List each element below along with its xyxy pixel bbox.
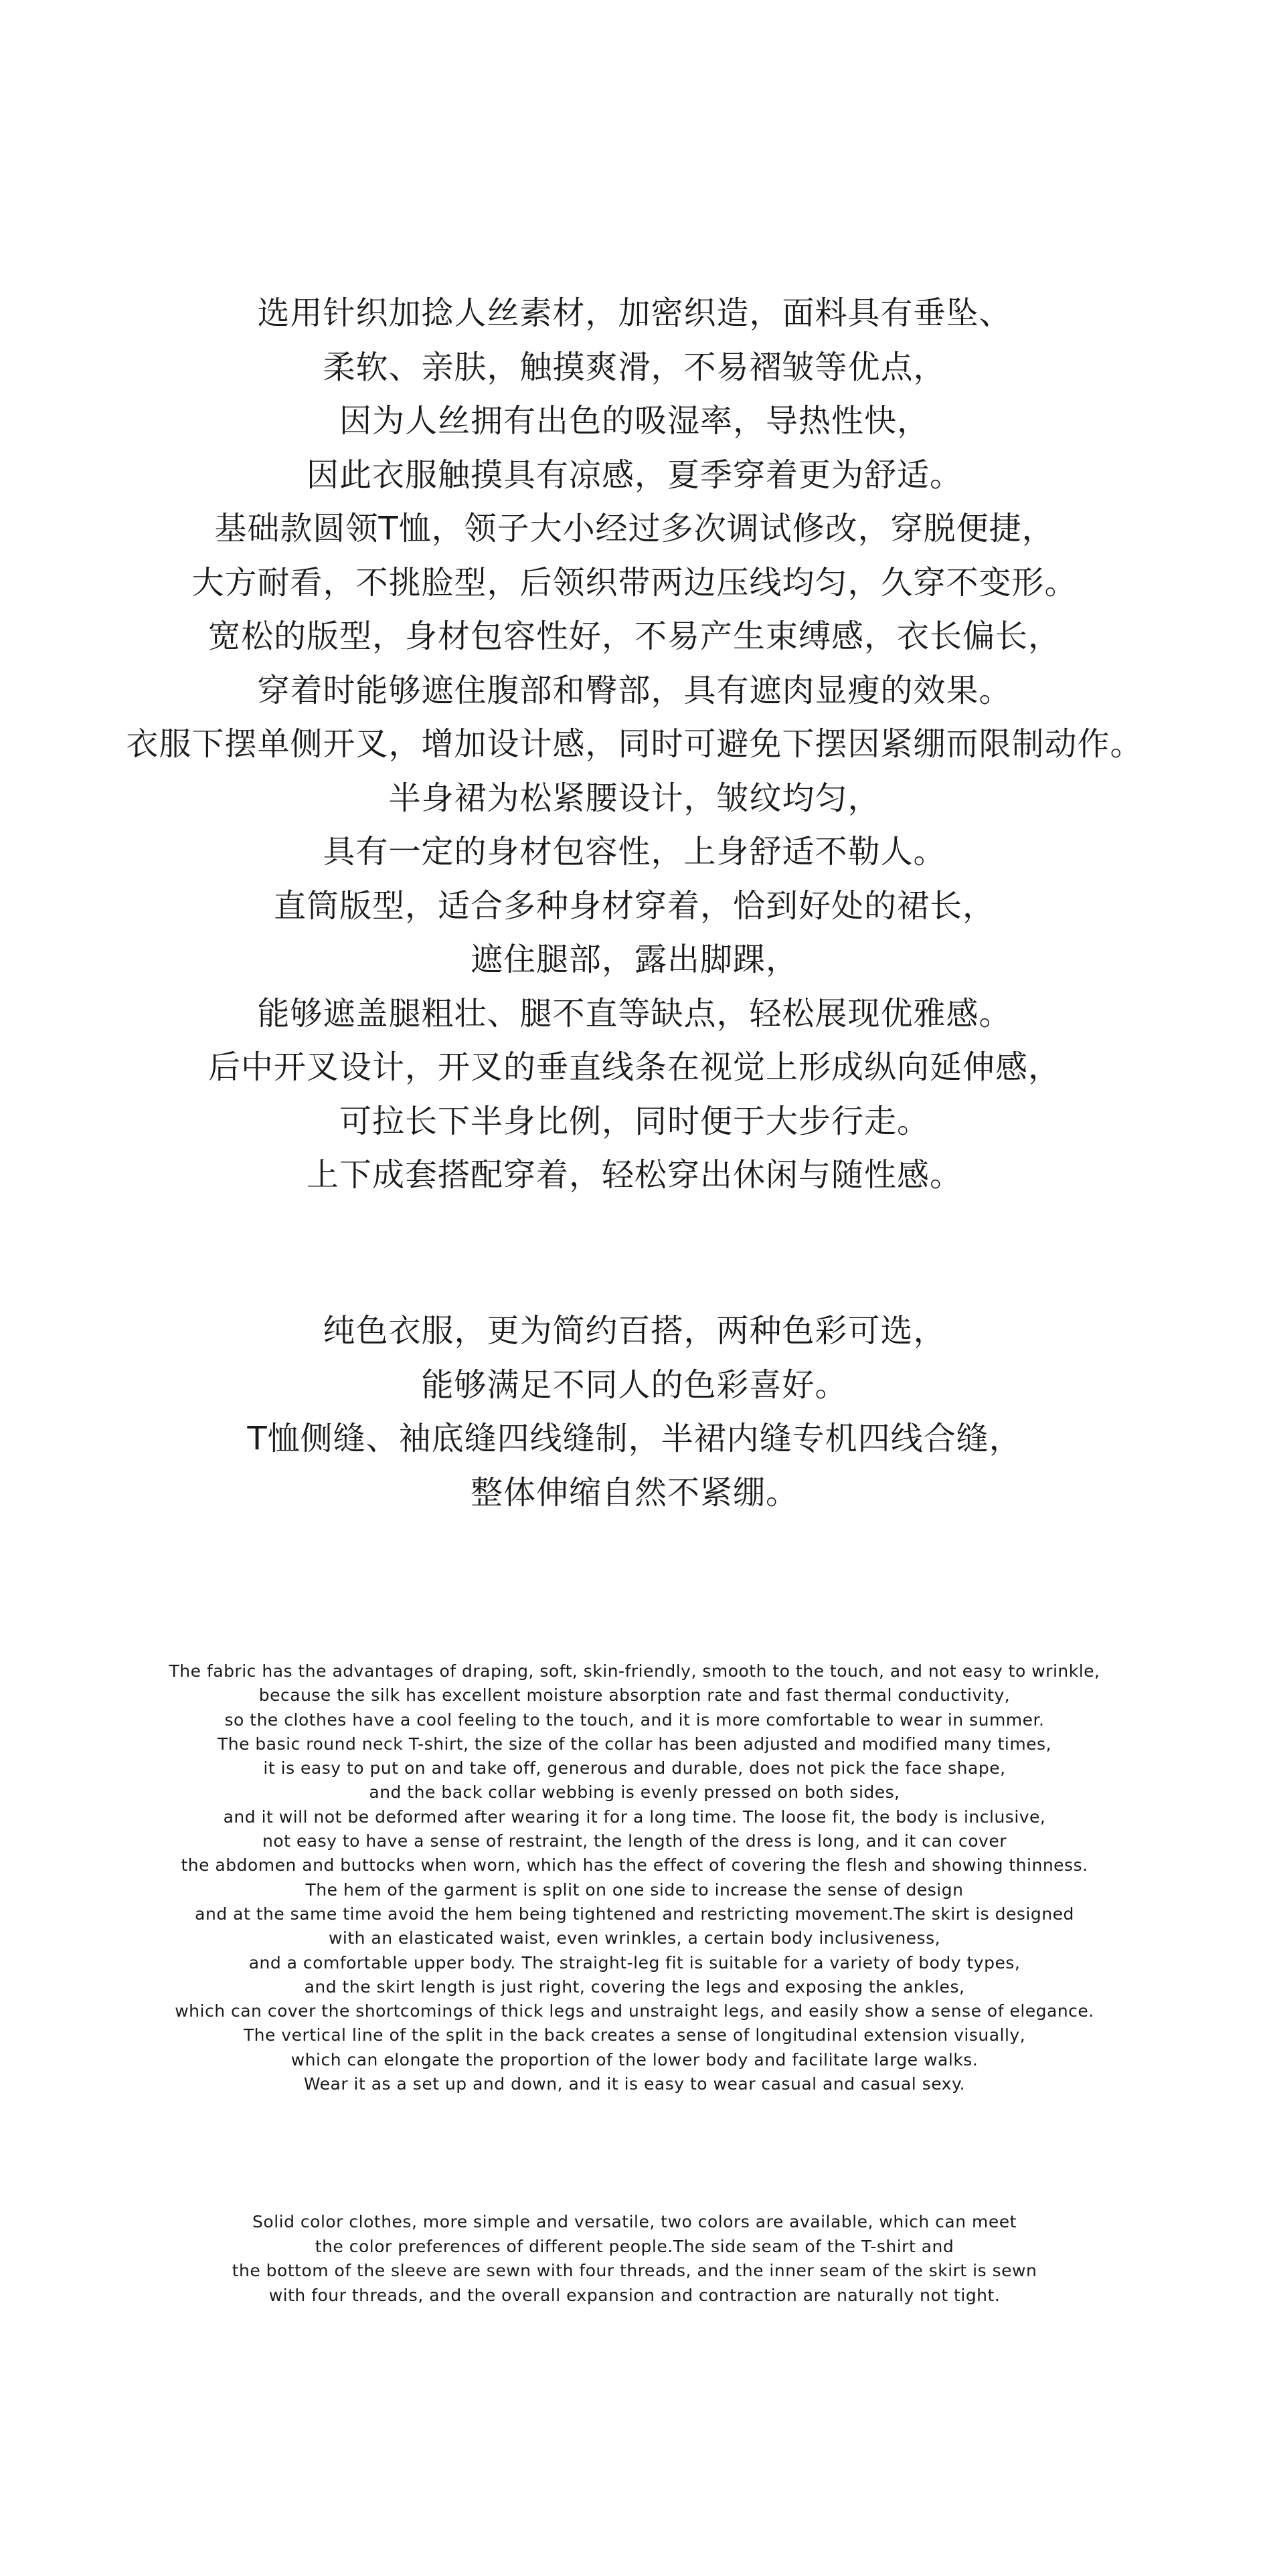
text-line: which can cover the shortcomings of thick legs and unstraight legs, and easily show a sense of elegance. <box>175 2001 1094 2021</box>
text-line: 因此衣服触摸具有凉感，夏季穿着更为舒适。 <box>306 456 962 494</box>
text-line: which can elongate the proportion of the lower body and facilitate large walks. <box>290 2049 979 2069</box>
text-line: The vertical line of the split in the back creates a sense of longitudinal extension visually, <box>243 2025 1026 2045</box>
text-line: and the skirt length is just right, covering the legs and exposing the ankles, <box>304 1976 965 1997</box>
text-line: 因为人丝拥有出色的吸湿率，导热性快， <box>339 402 930 440</box>
text-line: not easy to have a sense of restraint, the length of the dress is long, and it can cover <box>262 1831 1007 1851</box>
text-line: 具有一定的身材包容性，上身舒适不勒人。 <box>323 833 946 870</box>
text-line: Solid color clothes, more simple and versatile, two colors are available, which can meet <box>252 2212 1017 2231</box>
text-line: 能够满足不同人的色彩喜好。 <box>421 1366 848 1404</box>
text-line: it is easy to put on and take off, generous and durable, does not pick the face shape, <box>263 1758 1006 1778</box>
text-line: because the silk has excellent moisture absorption rate and fast thermal conductivity, <box>258 1685 1011 1706</box>
text-line: so the clothes have a cool feeling to the touch, and it is more comfortable to wear in summer. <box>224 1710 1045 1730</box>
text-line: 直筒版型，适合多种身材穿着，恰到好处的裙长， <box>273 887 995 925</box>
text-line: The fabric has the advantages of draping, soft, skin-friendly, smooth to the touch, and not easy to wrinkle, <box>169 1661 1100 1681</box>
text-line: 上下成套搭配穿着，轻松穿出休闲与随性感。 <box>306 1156 962 1194</box>
text-line: 纯色衣服，更为简约百搭，两种色彩可选， <box>323 1312 946 1350</box>
text-line: the bottom of the sleeve are sewn with four threads, and the inner seam of the skirt is sewn <box>232 2261 1037 2280</box>
text-line: The basic round neck T-shirt, the size of the collar has been adjusted and modified many times, <box>217 1734 1052 1754</box>
chinese-fabric-description <box>0 286 1269 1202</box>
text-line: T恤侧缝、袖底缝四线缝制，半裙内缝专机四线合缝， <box>247 1420 1022 1457</box>
text-line: 可拉长下半身比例，同时便于大步行走。 <box>339 1102 930 1140</box>
text-line: with four threads, and the overall expansion and contraction are naturally not tight. <box>268 2285 1001 2305</box>
text-line: 基础款圆领T恤，领子大小经过多次调试修改，穿脱便捷， <box>214 510 1055 547</box>
text-line: and the back collar webbing is evenly pressed on both sides, <box>369 1782 900 1803</box>
text-line: Wear it as a set up and down, and it is easy to wear casual and casual sexy. <box>303 2074 966 2094</box>
text-line: 大方耐看，不挑脸型，后领织带两边压线均匀，久穿不变形。 <box>191 563 1078 602</box>
text-line: 选用针织加捻人丝素材，加密织造，面料具有垂坠、 <box>257 294 1012 332</box>
text-line: 衣服下摆单侧开叉，增加设计感，同时可避免下摆因紧绷而限制动作。 <box>126 725 1143 763</box>
chinese-color-seam-note <box>0 1304 1269 1520</box>
text-line: 能够遮盖腿粗壮、腿不直等缺点，轻松展现优雅感。 <box>257 994 1012 1032</box>
text-line: the abdomen and buttocks when worn, which has the effect of covering the flesh and showing thinness. <box>181 1855 1088 1875</box>
text-line: 宽松的版型，身材包容性好，不易产生束缚感，衣长偏长， <box>207 618 1061 655</box>
text-line: The hem of the garment is split on one side to increase the sense of design <box>305 1879 964 1900</box>
text-line: 穿着时能够遮住腹部和臀部，具有遮肉显瘦的效果。 <box>257 671 1012 709</box>
text-line: and it will not be deformed after wearing it for a long time. The loose fit, the body is inclusive, <box>223 1807 1046 1827</box>
text-line: and a comfortable upper body. The straight-leg fit is suitable for a variety of body types, <box>248 1952 1021 1972</box>
text-line: and at the same time avoid the hem being tightened and restricting movement.The skirt is designed <box>195 1904 1074 1924</box>
text-line: the color preferences of different people.The side seam of the T-shirt and <box>315 2236 954 2256</box>
english-color-seam-note <box>0 2210 1269 2308</box>
text-line: 柔软、亲肤，触摸爽滑，不易褶皱等优点， <box>323 348 946 386</box>
text-line: 遮住腿部，露出脚踝， <box>470 941 798 978</box>
text-line: with an elasticated waist, even wrinkles, a certain body inclusiveness, <box>328 1928 941 1948</box>
english-fabric-description <box>0 1659 1269 2096</box>
text-line: 半身裙为松紧腰设计，皱纹均匀， <box>388 779 881 817</box>
text-line: 整体伸缩自然不紧绷。 <box>470 1473 798 1511</box>
text-line: 后中开叉设计，开叉的垂直线条在视觉上形成纵向延伸感， <box>207 1048 1061 1086</box>
